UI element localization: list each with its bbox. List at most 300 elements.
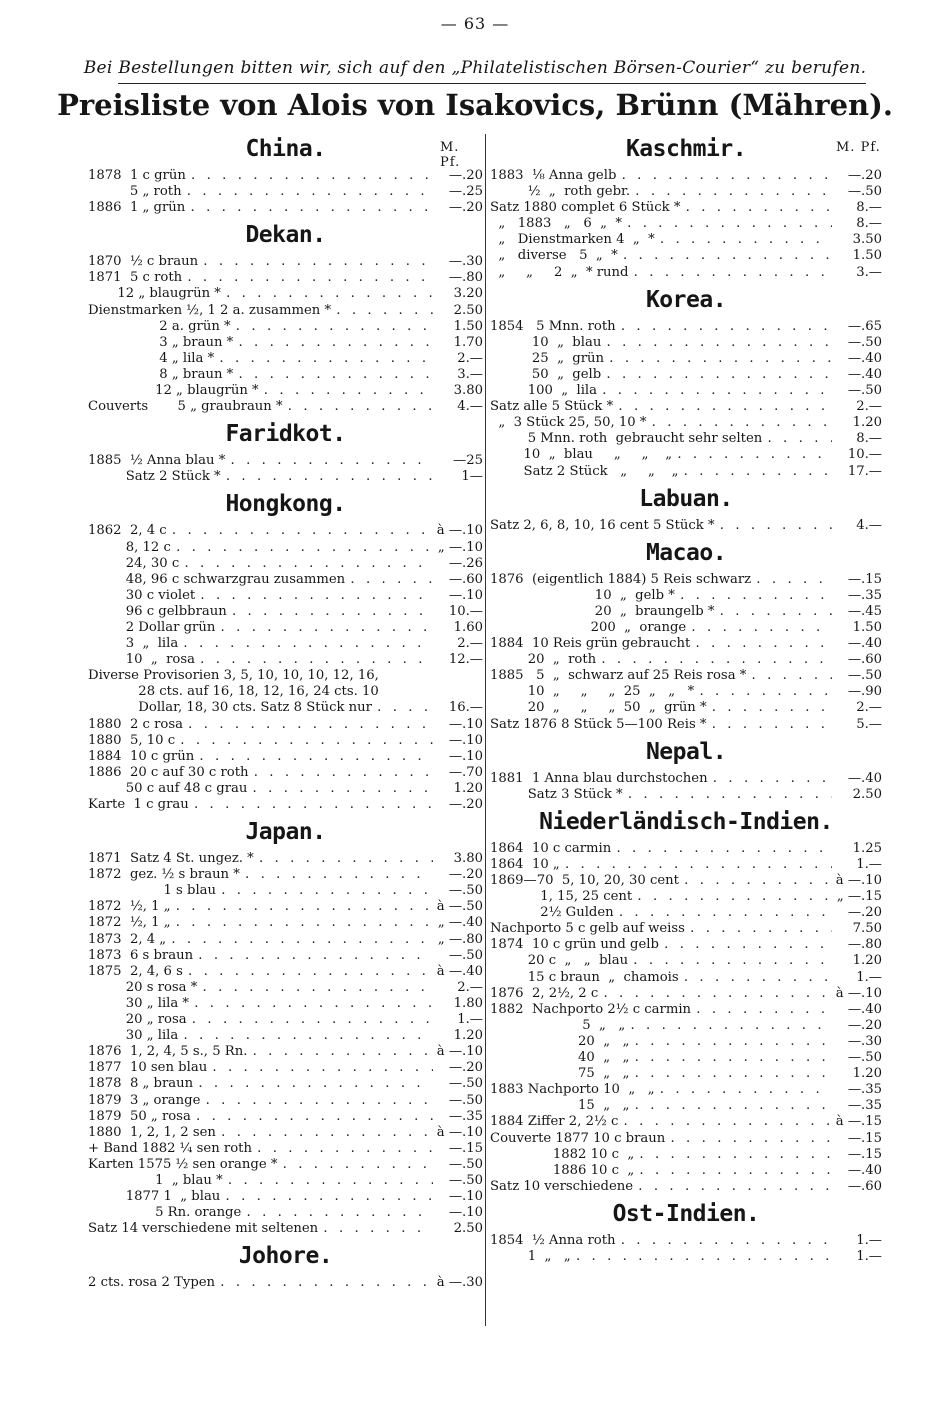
item-description: 28 cts. auf 16, 18, 12, 16, 24 cts. 10 [88, 684, 379, 700]
price-row [88, 1012, 483, 1028]
item-price: 2.50 [852, 786, 882, 802]
price-row [88, 700, 483, 716]
item-price: 3.20 [453, 286, 483, 302]
item-price: —.50 [448, 883, 483, 899]
price-row [88, 1076, 483, 1092]
item-price: —.20 [448, 797, 483, 812]
item-price: à —.10 [835, 873, 882, 888]
item-price: 1.— [457, 1012, 483, 1028]
item-description: Dollar, 18, 30 cts. Satz 8 Stück nur . . [88, 700, 433, 716]
item-description: 200 „ orange . . [490, 620, 832, 636]
item-price: „ —.10 [437, 539, 483, 555]
item-price: —.30 [847, 1033, 882, 1049]
section-title: Kaschmir. [625, 136, 747, 162]
price-row [88, 964, 483, 980]
item-price: 2.50 [453, 1221, 483, 1237]
item-description: 1881 1 Anna blau durchstochen . . [490, 771, 832, 787]
price-row [490, 1233, 882, 1249]
item-price: 1.50 [453, 318, 483, 334]
item-description: 20 „ roth . . [490, 652, 832, 668]
item-description: Nachporto 5 c gelb auf weiss . . [490, 921, 832, 937]
item-price: —.50 [847, 668, 882, 684]
price-row [88, 200, 483, 216]
price-row [490, 1050, 882, 1066]
section-title: Macao. [645, 539, 727, 566]
item-description: 1883 ⅛ Anna gelb . . [490, 168, 832, 184]
price-row [490, 1066, 882, 1082]
item-price: —.15 [448, 1140, 483, 1156]
price-row [88, 1221, 483, 1237]
item-price: 2.50 [453, 302, 483, 318]
item-price: 3.— [457, 366, 483, 382]
item-price: —.60 [448, 571, 483, 587]
item-price: —.40 [847, 770, 882, 786]
price-row [490, 184, 882, 200]
item-description: 1877 10 sen blau . . [88, 1060, 433, 1076]
price-row [490, 518, 882, 534]
item-description: Satz alle 5 Stück * . . [490, 399, 832, 415]
section-4 [490, 737, 882, 803]
item-price: —.50 [847, 383, 882, 399]
price-row [490, 684, 882, 700]
section-3 [88, 489, 483, 813]
price-row [88, 1093, 483, 1109]
price-row [88, 915, 483, 931]
price-row [490, 1114, 882, 1130]
item-price: —.10 [448, 716, 483, 732]
price-row [490, 447, 882, 463]
item-description: 10 „ gelb * . . [490, 588, 832, 604]
item-description: 100 „ lila . . [490, 383, 832, 399]
price-row [88, 652, 483, 668]
item-description: 30 „ lila * . . [88, 996, 433, 1012]
item-price: —.50 [448, 1092, 483, 1108]
price-row [490, 700, 882, 716]
price-row [88, 668, 483, 684]
section-0 [490, 134, 882, 281]
item-price: 2.— [457, 636, 483, 652]
item-description: 20 „ „ „ 50 „ grün * . . [490, 700, 832, 716]
item-price: 3.— [856, 264, 882, 280]
price-row [490, 1163, 882, 1179]
price-row [88, 1275, 483, 1291]
item-description: „ „ 2 „ * rund . . [490, 265, 832, 281]
item-price: 1.— [856, 969, 882, 985]
price-row [88, 523, 483, 539]
price-row [490, 717, 882, 733]
price-row [490, 232, 882, 248]
price-row [490, 1002, 882, 1018]
item-price: 8.— [856, 216, 882, 232]
item-price: —.40 [847, 350, 882, 366]
price-row [490, 937, 882, 953]
section-title: Nepal. [645, 738, 727, 765]
price-list-title: Preisliste von Alois von Isakovics, Brünn (Mähren). [57, 88, 893, 122]
section-0 [88, 134, 483, 216]
price-row [88, 1141, 483, 1157]
price-row [88, 184, 483, 200]
item-description: 1877 1 „ blau . . [88, 1189, 433, 1205]
item-description: 1886 20 c auf 30 c roth . . [88, 765, 433, 781]
item-price: 1.20 [453, 780, 483, 796]
item-description: Satz 2, 6, 8, 10, 16 cent 5 Stück * . . [490, 518, 832, 534]
item-description: 15 „ „ . . [490, 1098, 832, 1114]
item-price: —.20 [847, 1017, 882, 1033]
item-price: —.50 [448, 1076, 483, 1092]
price-row [88, 1205, 483, 1221]
item-description: ½ „ roth gebr. . . [490, 184, 832, 200]
price-row [490, 787, 882, 803]
section-title: China. [245, 136, 326, 162]
item-price: 8.— [856, 200, 882, 216]
item-price: —.15 [847, 1146, 882, 1162]
price-row [490, 1034, 882, 1050]
item-price: 1.— [856, 1232, 882, 1248]
section-5 [88, 1241, 483, 1291]
price-row [490, 265, 882, 281]
item-price: 1.25 [852, 840, 882, 856]
item-description: 75 „ „ . . [490, 1066, 832, 1082]
item-description: 1862 2, 4 c . . [88, 523, 433, 539]
item-price: —.10 [448, 732, 483, 748]
item-price: 3.80 [453, 383, 483, 399]
section-3 [490, 538, 882, 733]
price-row [88, 899, 483, 915]
item-description: 1872 gez. ½ s braun * . . [88, 867, 433, 883]
section-2 [88, 419, 483, 485]
item-description: 5 „ roth . . [88, 184, 433, 200]
price-row [88, 383, 483, 399]
item-description: 24, 30 c . . [88, 556, 433, 572]
price-row [88, 749, 483, 765]
item-price: à —.10 [436, 1044, 483, 1060]
item-description: Satz 14 verschiedene mit seltenen . . [88, 1221, 433, 1237]
price-row [88, 883, 483, 899]
item-description: 1870 ½ c braun . . [88, 254, 433, 270]
section-title: Niederländisch-Indien. [539, 808, 833, 835]
section-title: Ost-Indien. [612, 1200, 760, 1227]
price-row [88, 604, 483, 620]
item-description: 1880 2 c rosa . . [88, 717, 433, 733]
item-price: —.20 [448, 200, 483, 216]
item-price: —.25 [448, 184, 483, 200]
item-price: 1.80 [453, 995, 483, 1011]
item-price: —.80 [448, 270, 483, 286]
item-description: 50 c auf 48 c grau . . [88, 781, 433, 797]
item-price: —.26 [448, 555, 483, 571]
item-price: à —.15 [835, 1114, 882, 1130]
item-price: 1.50 [852, 619, 882, 635]
price-row [88, 1173, 483, 1189]
item-price: 1.— [856, 1248, 882, 1264]
item-description: 1873 6 s braun . . [88, 948, 433, 964]
item-description: 2½ Gulden . . [490, 905, 832, 921]
price-row [490, 367, 882, 383]
item-price: à —.40 [436, 963, 483, 979]
item-price: —.10 [448, 1189, 483, 1205]
price-row [490, 383, 882, 399]
section-5 [490, 807, 882, 1195]
price-row [88, 254, 483, 270]
section-title: Labuan. [639, 485, 733, 512]
item-price: —.15 [847, 571, 882, 587]
item-description: 1869—70 5, 10, 20, 30 cent . . [490, 873, 832, 889]
price-row [88, 781, 483, 797]
item-description: 1873 2, 4 „ . . [88, 932, 433, 948]
price-row [88, 1028, 483, 1044]
item-description: 1 „ blau * . . [88, 1173, 433, 1189]
item-price: —.15 [847, 1130, 882, 1146]
price-row [490, 168, 882, 184]
item-description: Couverte 1877 10 c braun . . [490, 1131, 832, 1147]
item-description: 10 „ rosa . . [88, 652, 433, 668]
item-price: —.10 [448, 748, 483, 764]
price-row [88, 367, 483, 383]
item-description: 30 c violet . . [88, 588, 433, 604]
item-description: 1876 1, 2, 4, 5 s., 5 Rn. . . [88, 1044, 433, 1060]
item-price: —.20 [847, 168, 882, 183]
item-price: „ —.40 [437, 915, 483, 931]
section-title: Faridkot. [225, 421, 346, 448]
item-price: —.80 [847, 937, 882, 953]
item-price: 12.— [448, 652, 483, 668]
currency-header-left: M. Pf. [440, 140, 461, 170]
item-description: 1878 8 „ braun . . [88, 1076, 433, 1092]
left-column [88, 132, 483, 1291]
item-price: 4.— [457, 399, 483, 415]
price-row [490, 399, 882, 415]
price-row [88, 286, 483, 302]
item-description: „ diverse 5 „ * . . [490, 248, 832, 264]
section-1 [490, 285, 882, 480]
price-row [88, 797, 483, 813]
section-2 [490, 484, 882, 534]
item-description: 15 c braun „ chamois . . [490, 970, 832, 986]
item-price: —.35 [847, 1082, 882, 1098]
item-price: —.40 [847, 1001, 882, 1017]
item-description: 12 „ blaugrün * . . [88, 383, 433, 399]
price-row [88, 1109, 483, 1125]
item-description: 1872 ½, 1 „ . . [88, 915, 433, 931]
item-description: 1880 5, 10 c . . [88, 733, 433, 749]
item-description: Diverse Provisorien 3, 5, 10, 10, 10, 12, 16, [88, 668, 379, 684]
item-price: 1.50 [852, 248, 882, 264]
item-description: 8, 12 c . . [88, 540, 433, 556]
price-row [88, 765, 483, 781]
item-price: —.50 [448, 947, 483, 963]
section-4 [88, 817, 483, 1237]
item-price: —.20 [448, 1060, 483, 1076]
price-row [490, 319, 882, 335]
item-price: —.30 [448, 254, 483, 270]
item-description: 1883 Nachporto 10 „ „ . . [490, 1082, 832, 1098]
section-6 [490, 1199, 882, 1265]
section-title: Hongkong. [225, 491, 346, 518]
item-description: 3 „ lila . . [88, 636, 433, 652]
item-price: 2.— [457, 350, 483, 366]
item-description: 96 c gelbbraun . . [88, 604, 433, 620]
item-description: 2 a. grün * . . [88, 319, 433, 335]
item-price: 7.50 [852, 921, 882, 937]
item-price: „ —.80 [437, 931, 483, 947]
price-row [88, 1060, 483, 1076]
price-row [490, 351, 882, 367]
price-row [490, 431, 882, 447]
price-row [490, 572, 882, 588]
price-row [88, 168, 483, 184]
price-row [490, 1147, 882, 1163]
price-row [88, 620, 483, 636]
column-divider [485, 134, 486, 1326]
item-price: —.40 [847, 366, 882, 382]
item-price [433, 668, 483, 684]
section-title: Dekan. [245, 222, 326, 249]
item-description: 1885 ½ Anna blau * . . [88, 453, 433, 469]
item-price: —25 [453, 453, 483, 469]
item-price: 3.80 [453, 851, 483, 867]
price-row [490, 857, 882, 873]
price-row [88, 948, 483, 964]
item-description: 1, 15, 25 cent . . [490, 889, 832, 905]
item-description: 20 „ „ . . [490, 1034, 832, 1050]
item-description: Satz 2 Stück * . . [88, 469, 433, 485]
item-description: 10 „ blau . . [490, 335, 832, 351]
price-row [490, 905, 882, 921]
item-description: + Band 1882 ¼ sen roth . . [88, 1141, 433, 1157]
item-description: 1874 10 c grün und gelb . . [490, 937, 832, 953]
item-price: 4.— [856, 517, 882, 533]
item-price: —.35 [448, 1108, 483, 1124]
price-row [490, 921, 882, 937]
item-description: 1876 (eigentlich 1884) 5 Reis schwarz . . [490, 572, 832, 588]
item-description: 48, 96 c schwarzgrau zusammen . . [88, 572, 433, 588]
price-row [88, 319, 483, 335]
item-description: 1884 10 Reis grün gebraucht . . [490, 636, 832, 652]
price-row [490, 873, 882, 889]
item-price: à —.10 [835, 985, 882, 1001]
item-description: 10 „ „ „ 25 „ „ * . . [490, 684, 832, 700]
item-price: —.50 [448, 1156, 483, 1172]
item-description: Satz 1880 complet 6 Stück * . . [490, 200, 832, 216]
item-description: 12 „ blaugrün * . . [88, 286, 433, 302]
item-price: „ —.15 [836, 889, 882, 905]
price-row [490, 841, 882, 857]
item-description: 1864 10 c carmin . . [490, 841, 832, 857]
price-row [490, 464, 882, 480]
item-price: —.40 [847, 1162, 882, 1178]
item-description: 1878 1 c grün . . [88, 168, 433, 184]
item-description: 1885 5 „ schwarz auf 25 Reis rosa * . . [490, 668, 832, 684]
order-notice: Bei Bestellungen bitten wir, sich auf den „Philatelistischen Börsen-Courier“ zu berufen. [83, 58, 867, 78]
price-row [88, 980, 483, 996]
price-row [490, 1098, 882, 1114]
item-description: Satz 10 verschiedene . . [490, 1179, 832, 1195]
price-row [88, 636, 483, 652]
item-price: 2.— [457, 979, 483, 995]
price-row [88, 588, 483, 604]
item-description: 1879 3 „ orange . . [88, 1093, 433, 1109]
price-row [88, 556, 483, 572]
item-description: 1 „ „ . . [490, 1249, 832, 1265]
item-description: 1871 Satz 4 St. ungez. * . . [88, 851, 433, 867]
item-description: 1882 Nachporto 2½ c carmin . . [490, 1002, 832, 1018]
header-rule [118, 83, 866, 84]
currency-header-right: M. Pf. [836, 140, 881, 155]
item-description: 20 c „ „ blau . . [490, 953, 832, 969]
item-description: 5 Rn. orange . . [88, 1205, 433, 1221]
price-row [88, 270, 483, 286]
item-price: —.35 [847, 1098, 882, 1114]
item-description: Satz 3 Stück * . . [490, 787, 832, 803]
item-price: —.50 [847, 1050, 882, 1066]
item-price: 16.— [448, 700, 483, 716]
price-row [490, 1179, 882, 1195]
item-price: 1.— [856, 856, 882, 872]
price-row [490, 415, 882, 431]
item-price: à —.50 [436, 899, 483, 915]
price-row [490, 1249, 882, 1265]
price-row [490, 889, 882, 905]
price-row [490, 588, 882, 604]
item-description: „ Dienstmarken 4 „ * . . [490, 232, 832, 248]
item-price: —.10 [448, 1205, 483, 1221]
item-price: —.35 [847, 587, 882, 603]
item-description: 20 „ rosa . . [88, 1012, 433, 1028]
item-description: Satz 2 Stück „ „ „ . . [490, 464, 832, 480]
item-description: 40 „ „ . . [490, 1050, 832, 1066]
item-description: „ 1883 „ 6 „ * . . [490, 216, 832, 232]
section-title: Johore. [238, 1243, 333, 1270]
item-price: à —.30 [436, 1275, 483, 1291]
item-description: Karte 1 c grau . . [88, 797, 433, 813]
price-row [88, 335, 483, 351]
item-description: „ 3 Stück 25, 50, 10 * . . [490, 415, 832, 431]
price-row [490, 335, 882, 351]
item-price: 8.— [856, 431, 882, 447]
item-description: 1884 Ziffer 2, 2½ c . . [490, 1114, 832, 1130]
item-description: 1875 2, 4, 6 s . . [88, 964, 433, 980]
item-description: 25 „ grün . . [490, 351, 832, 367]
item-price: —.60 [847, 652, 882, 668]
item-price: —.90 [847, 684, 882, 700]
item-description: 20 s rosa * . . [88, 980, 433, 996]
item-price: à —.10 [436, 1124, 483, 1140]
price-row [490, 1018, 882, 1034]
section-1 [88, 220, 483, 415]
price-row [88, 1044, 483, 1060]
price-row [490, 216, 882, 232]
item-description: 1876 2, 2½, 2 c . . [490, 986, 832, 1002]
price-row [490, 771, 882, 787]
section-title: Japan. [245, 819, 326, 846]
price-row [490, 970, 882, 986]
price-row [490, 620, 882, 636]
price-row [88, 469, 483, 485]
item-description: 5 Mnn. roth gebraucht sehr selten . . [490, 431, 832, 447]
price-row [88, 1189, 483, 1205]
item-description: 2 cts. rosa 2 Typen . . [88, 1275, 433, 1291]
item-description: 1 s blau . . [88, 883, 433, 899]
item-price: 1— [461, 469, 483, 485]
item-description: Karten 1575 ½ sen orange * . . [88, 1157, 433, 1173]
price-row [490, 953, 882, 969]
item-price: 1.70 [453, 334, 483, 350]
item-description: 20 „ braungelb * . . [490, 604, 832, 620]
item-description: 3 „ braun * . . [88, 335, 433, 351]
price-row [490, 1131, 882, 1147]
price-row [88, 932, 483, 948]
price-row [88, 453, 483, 469]
